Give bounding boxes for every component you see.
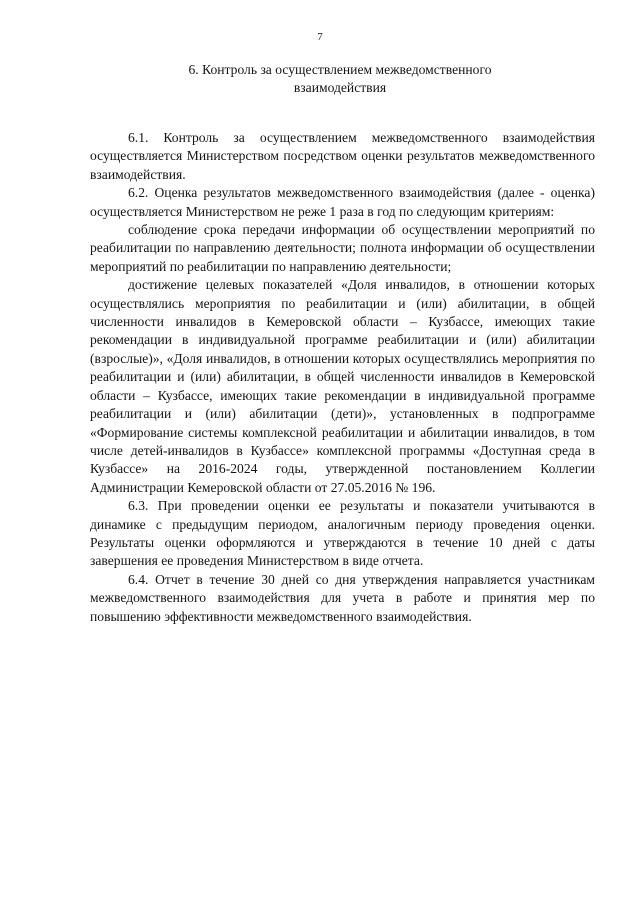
section-title — [90, 61, 590, 97]
page-number: 7 — [317, 31, 323, 43]
criterion-timeliness: соблюдение срока передачи информации об осуществлении мероприятий по реабилитации по направлению деятельности; полнота информации об осуществлении мероприятий по реабилитации по направлению деятельности; — [90, 222, 595, 274]
criterion-targets: достижение целевых показателей «Доля инвалидов, в отношении которых осуществлялись мероприятия по реабилитации и (или) абилитации, в общей численности инвалидов в Кемеровской области – Кузбассе, имеющих такие рекомендации в индивидуальной программе реабилитации и (или) абилитации (взрослые)», «Доля инвалидов, в отношении которых осуществлялись мероприятия по реабилитации и (или) абилитации, в общей численности инвалидов в Кемеровской области – Кузбассе, имеющих такие рекомендации в индивидуальной программе реабилитации и (или) абилитации (дети)», установленных в подпрограмме «Формирование системы комплексной реабилитации и абилитации инвалидов, в том числе детей-инвалидов в Кузбассе» комплексной программы «Доступная среда в Кузбассе» на 2016-2024 годы, утвержденной постановлением Коллегии Администрации Кемеровской области от 27.05.2016 № 196. — [90, 277, 595, 495]
paragraph-6-3: 6.3. При проведении оценки ее результаты и показатели учитываются в динамике с предыдущим периодом, аналогичным периоду проведения оценки. Результаты оценки оформляются и утверждаются в течение 10 дней с даты завершения ее проведения Министерством в виде отчета. — [90, 498, 595, 569]
section-title-line: 6. Контроль за осуществлением межведомственного — [188, 62, 492, 77]
paragraph-6-4: 6.4. Отчет в течение 30 дней со дня утверждения направляется участникам межведомственного взаимодействия для учета в работе и принятия мер по повышению эффективности межведомственного взаимодействия. — [90, 571, 595, 624]
body-text — [90, 129, 595, 626]
section-title-line: взаимодействия — [293, 80, 387, 95]
paragraph-6-2: 6.2. Оценка результатов межведомственного взаимодействия (далее - оценка) осуществляется Министерством не реже 1 раза в год по следующим критериям: — [90, 185, 595, 219]
paragraph-6-1: 6.1. Контроль за осуществлением межведомственного взаимодействия осуществляется Министерством посредством оценки результатов межведомственного взаимодействия. — [90, 130, 595, 182]
